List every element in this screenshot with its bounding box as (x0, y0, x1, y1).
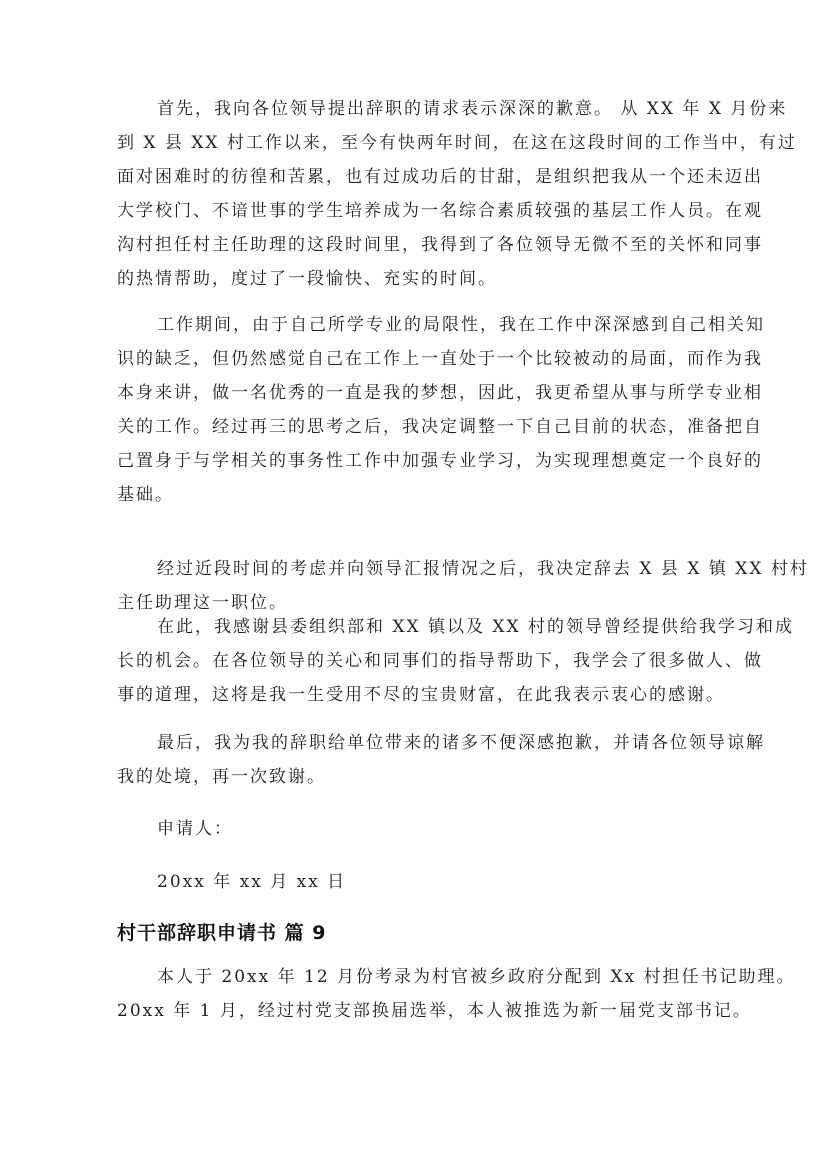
section-paragraph (117, 960, 796, 1028)
text-line: 基础。 (117, 485, 174, 505)
text-line: 事的道理，这将是我一生受用不尽的宝贵财富，在此我表示衷心的感谢。 (117, 685, 725, 705)
paragraph-4 (117, 610, 795, 712)
text-line: 最后，我为我的辞职给单位带来的诸多不便深感抱歉，并请各位领导谅解 (157, 733, 765, 753)
date-line (117, 865, 717, 899)
section-heading: 村干部辞职申请书 篇 9 (117, 922, 327, 944)
applicant-label (117, 812, 717, 846)
text-line: 长的机会。在各位领导的关心和同事们的指导帮助下，我学会了很多做人、做 (117, 651, 763, 671)
paragraph-1 (117, 92, 797, 296)
text-line: 经过近段时间的考虑并向领导汇报情况之后，我决定辞去 X 县 X 镇 XX 村村 (157, 559, 809, 579)
text-line: 面对困难时的彷徨和苦累，也有过成功后的甘甜，是组织把我从一个还未迈出 (117, 167, 763, 187)
text-line: 到 X 县 XX 村工作以来，至今有快两年时间，在这在这段时间的工作当中，有过 (117, 133, 797, 153)
text-line: 关的工作。经过再三的思考之后，我决定调整一下自己目前的状态，准备把自 (117, 417, 763, 437)
text-line: 在此，我感谢县委组织部和 XX 镇以及 XX 村的领导曾经提供给我学习和成 (157, 617, 795, 637)
text-line: 工作期间，由于自己所学专业的局限性，我在工作中深深感到自己相关知 (157, 315, 765, 335)
text-line: 我的处境，再一次致谢。 (117, 767, 326, 787)
text-line: 识的缺乏，但仍然感觉自己在工作上一直处于一个比较被动的局面，而作为我 (117, 349, 763, 369)
text-line: 20xx 年 1 月，经过村党支部换届选举，本人被推选为新一届党支部书记。 (117, 1001, 752, 1021)
text-line: 己置身于与学相关的事务性工作中加强专业学习，为实现理想奠定一个良好的 (117, 451, 763, 471)
text-line: 主任助理这一职位。 (117, 593, 288, 613)
text-line: 首先，我向各位领导提出辞职的请求表示深深的歉意。 从 XX 年 X 月份来 (157, 99, 788, 119)
text-line: 沟村担任村主任助理的这段时间里，我得到了各位领导无微不至的关怀和同事 (117, 235, 763, 255)
text-line: 20xx 年 xx 月 xx 日 (157, 872, 347, 892)
text-line: 的热情帮助，度过了一段愉快、充实的时间。 (117, 269, 497, 289)
text-line: 本身来讲，做一名优秀的一直是我的梦想，因此，我更希望从事与所学专业相 (117, 383, 763, 403)
paragraph-5 (117, 726, 765, 794)
text-line: 本人于 20xx 年 12 月份考录为村官被乡政府分配到 Xx 村担任书记助理。 (157, 967, 796, 987)
text-line: 申请人： (157, 819, 233, 839)
text-line: 大学校门、不谙世事的学生培养成为一名综合素质较强的基层工作人员。在观 (117, 201, 763, 221)
paragraph-2 (117, 308, 765, 512)
